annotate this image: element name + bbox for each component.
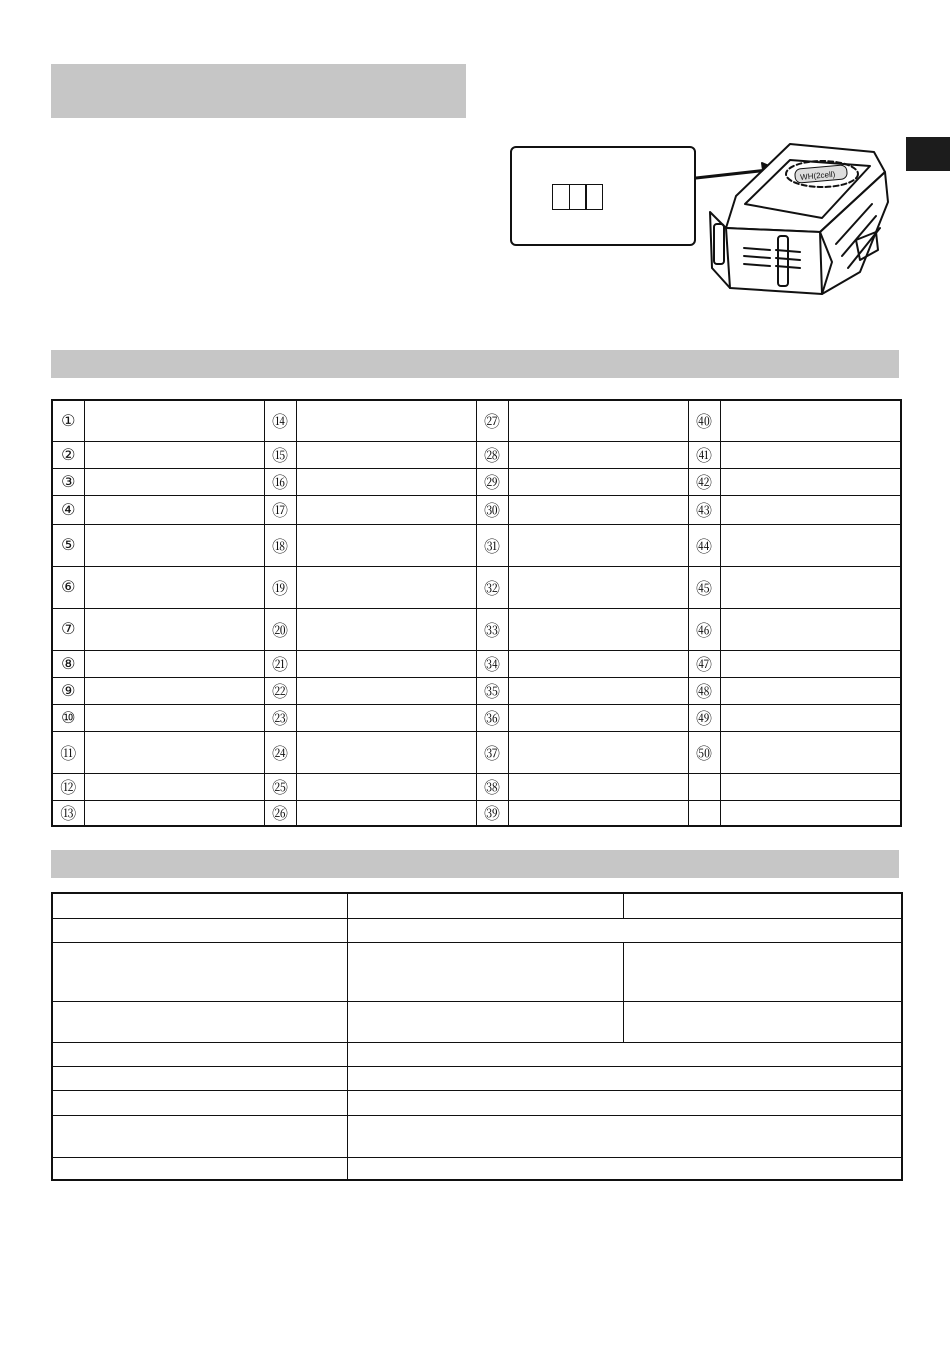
- part-number: ⑱: [264, 524, 296, 566]
- battery-pack-illustration: [500, 132, 900, 307]
- part-name: [508, 650, 688, 677]
- part-number: ㊹: [688, 524, 720, 566]
- part-name: [508, 495, 688, 524]
- part-number: ㉗: [476, 400, 508, 441]
- part-number: ㉝: [476, 608, 508, 650]
- part-name: [296, 608, 476, 650]
- spec-cell: [347, 1066, 902, 1090]
- part-number: ⑦: [52, 608, 84, 650]
- spec-cell: [52, 942, 347, 1001]
- part-name: [720, 773, 901, 800]
- part-name: [720, 800, 901, 826]
- table-row: [52, 441, 901, 468]
- section-banner-parts: [51, 350, 899, 378]
- part-name: [508, 400, 688, 441]
- part-name: [720, 441, 901, 468]
- part-name: [84, 650, 264, 677]
- part-number: ⑨: [52, 677, 84, 704]
- part-number: ⑭: [264, 400, 296, 441]
- part-name: [296, 441, 476, 468]
- spec-cell: [52, 1001, 347, 1042]
- part-number: ㉒: [264, 677, 296, 704]
- part-number: ㊾: [688, 704, 720, 731]
- part-name: [720, 650, 901, 677]
- part-name: [296, 400, 476, 441]
- part-number: ⑰: [264, 495, 296, 524]
- spec-cell: [52, 1066, 347, 1090]
- spec-cell: [347, 942, 623, 1001]
- table-row: [52, 731, 901, 773]
- part-name: [84, 608, 264, 650]
- table-row: [52, 495, 901, 524]
- title-banner: [51, 64, 466, 118]
- spec-cell: [623, 1001, 902, 1042]
- part-number: ㊽: [688, 677, 720, 704]
- part-number: ㉑: [264, 650, 296, 677]
- part-number: ㊸: [688, 495, 720, 524]
- part-number: ㊿: [688, 731, 720, 773]
- part-name: [508, 608, 688, 650]
- part-number: ㊻: [688, 608, 720, 650]
- part-number: ㉛: [476, 524, 508, 566]
- part-number: ㊷: [688, 468, 720, 495]
- part-number: ㊼: [688, 650, 720, 677]
- part-number: ①: [52, 400, 84, 441]
- part-name: [720, 566, 901, 608]
- parts-table: [51, 399, 902, 827]
- table-row: [52, 704, 901, 731]
- spec-cell: [347, 1090, 902, 1115]
- part-name: [296, 524, 476, 566]
- table-row: [52, 400, 901, 441]
- part-number: ㉞: [476, 650, 508, 677]
- part-name: [720, 495, 901, 524]
- part-name: [296, 566, 476, 608]
- part-number: ④: [52, 495, 84, 524]
- part-number: ㊴: [476, 800, 508, 826]
- part-number: ⑪: [52, 731, 84, 773]
- part-name: [720, 608, 901, 650]
- part-number: ㊳: [476, 773, 508, 800]
- part-name: [296, 773, 476, 800]
- part-number: ㉔: [264, 731, 296, 773]
- part-name: [720, 468, 901, 495]
- spec-cell: [347, 918, 902, 942]
- part-name: [720, 704, 901, 731]
- part-number: ③: [52, 468, 84, 495]
- part-name: [296, 677, 476, 704]
- table-row: [52, 1001, 902, 1042]
- table-row: [52, 650, 901, 677]
- part-name: [84, 773, 264, 800]
- part-name: [720, 524, 901, 566]
- part-number: ⑬: [52, 800, 84, 826]
- part-name: [508, 773, 688, 800]
- battery-label-text: WH(2cell): [799, 169, 836, 182]
- table-row: [52, 1042, 902, 1066]
- part-number: ㉘: [476, 441, 508, 468]
- part-name: [508, 731, 688, 773]
- table-row: [52, 918, 902, 942]
- part-name: [296, 800, 476, 826]
- part-name: [84, 495, 264, 524]
- part-number: ⑩: [52, 704, 84, 731]
- part-name: [84, 677, 264, 704]
- spec-cell: [347, 1157, 902, 1180]
- part-number: ⑲: [264, 566, 296, 608]
- language-tab: [906, 137, 950, 171]
- part-name: [296, 650, 476, 677]
- part-number: ㊵: [688, 400, 720, 441]
- table-row: [52, 893, 902, 918]
- part-number: [688, 773, 720, 800]
- part-number: ㉖: [264, 800, 296, 826]
- part-name: [720, 731, 901, 773]
- part-name: [720, 400, 901, 441]
- part-name: [84, 704, 264, 731]
- part-number: ⑧: [52, 650, 84, 677]
- part-name: [508, 468, 688, 495]
- part-number: ㊱: [476, 704, 508, 731]
- table-row: [52, 524, 901, 566]
- part-number: ㊺: [688, 566, 720, 608]
- spec-cell: [52, 1090, 347, 1115]
- table-row: [52, 677, 901, 704]
- table-row: [52, 1157, 902, 1180]
- spec-cell: [52, 893, 347, 918]
- spec-cell: [347, 1042, 902, 1066]
- part-name: [508, 441, 688, 468]
- spec-cell: [347, 1001, 623, 1042]
- table-row: [52, 800, 901, 826]
- spec-cell: [52, 1115, 347, 1157]
- part-number: ⑳: [264, 608, 296, 650]
- spec-cell: [52, 1157, 347, 1180]
- part-number: ㉚: [476, 495, 508, 524]
- part-number: ㊲: [476, 731, 508, 773]
- part-name: [508, 704, 688, 731]
- part-number: ⑥: [52, 566, 84, 608]
- part-name: [84, 566, 264, 608]
- part-name: [296, 704, 476, 731]
- part-name: [508, 800, 688, 826]
- table-row: [52, 773, 901, 800]
- spec-cell: [347, 1115, 902, 1157]
- part-number: ⑯: [264, 468, 296, 495]
- part-number: ㉟: [476, 677, 508, 704]
- specifications-table: [51, 892, 903, 1181]
- part-name: [296, 731, 476, 773]
- spec-cell: [623, 942, 902, 1001]
- table-row: [52, 608, 901, 650]
- table-row: [52, 942, 902, 1001]
- part-name: [84, 468, 264, 495]
- part-number: ㊶: [688, 441, 720, 468]
- part-number: ⑤: [52, 524, 84, 566]
- spec-cell: [347, 893, 623, 918]
- part-name: [720, 677, 901, 704]
- part-name: [508, 566, 688, 608]
- table-row: [52, 468, 901, 495]
- part-number: ㉜: [476, 566, 508, 608]
- part-name: [508, 524, 688, 566]
- part-name: [508, 677, 688, 704]
- table-row: [52, 566, 901, 608]
- part-name: [84, 731, 264, 773]
- part-number: ②: [52, 441, 84, 468]
- spec-cell: [623, 893, 902, 918]
- part-name: [84, 800, 264, 826]
- section-banner-specs: [51, 850, 899, 878]
- part-number: ⑫: [52, 773, 84, 800]
- spec-cell: [52, 918, 347, 942]
- table-row: [52, 1066, 902, 1090]
- part-name: [84, 400, 264, 441]
- part-number: ㉙: [476, 468, 508, 495]
- part-name: [84, 441, 264, 468]
- table-row: [52, 1090, 902, 1115]
- part-name: [296, 495, 476, 524]
- part-number: [688, 800, 720, 826]
- part-name: [296, 468, 476, 495]
- part-number: ㉓: [264, 704, 296, 731]
- spec-cell: [52, 1042, 347, 1066]
- part-number: ⑮: [264, 441, 296, 468]
- part-name: [84, 524, 264, 566]
- part-number: ㉕: [264, 773, 296, 800]
- table-row: [52, 1115, 902, 1157]
